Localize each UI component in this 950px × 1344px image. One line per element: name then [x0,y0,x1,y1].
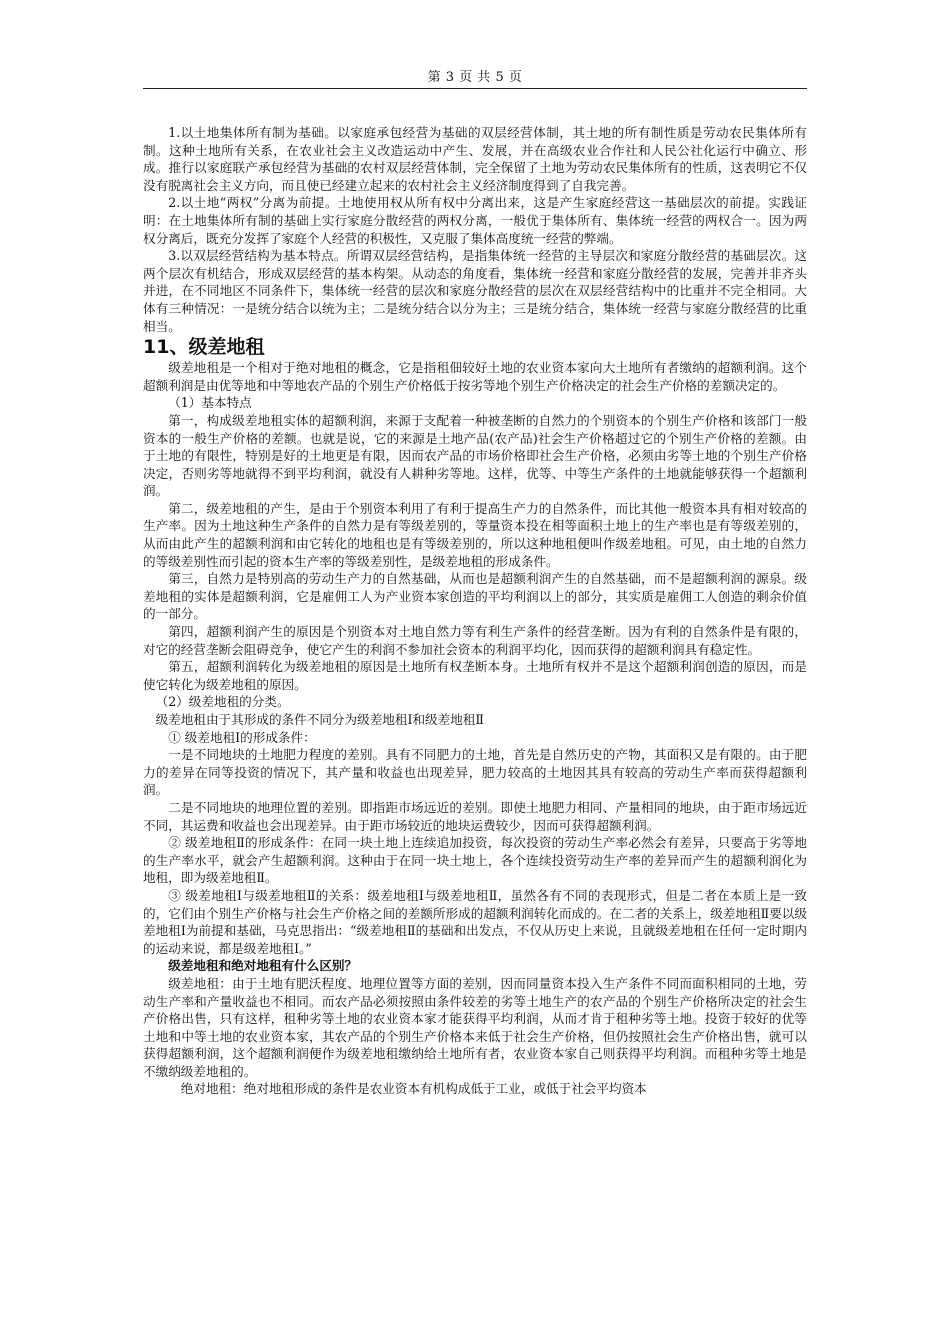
paragraph: 级差地租：由于土地有肥沃程度、地理位置等方面的差别，因而同量资本投入生产条件不同而面积相同的土地，劳动生产率和产量收益也不相同。而农产品必须按照由条件较差的劣等土地生产的农产品的个别生产价格所决定的社会生产价格出售，只有这样，租种劣等土地的农业资本家才能获得平均利润，从而才肯于租种劣等土地。投资于较好的优等土地和中等土地的农业资本家，其农产品的个别生产价格本来低于社会生产价格，但仍按照社会生产价格出售，就可以获得超额利润，这个超额利润便作为级差地租缴纳给土地所有者，农业资本家自己则获得平均利润。而租种劣等土地是不缴纳级差地租的。 [143,975,807,1079]
paragraph: 第三，自然力是特别高的劳动生产力的自然基础，从而也是超额利润产生的自然基础，而不是超额利润的源泉。级差地租的实体是超额利润，它是雇佣工人为产业资本家创造的平均利润以上的部分，其实质是雇佣工人创造的剩余价值的一部分。 [143,571,807,622]
subheading: （2）级差地租的分类。 [155,694,290,710]
paragraph: 二是不同地块的地理位置的差别。即指距市场远近的差别。即使土地肥力相同、产量相同的地块，由于距市场远近不同，其运费和收益也会出现差异。由于距市场较近的地块运费较少，因而可获得超额利润。 [143,799,807,833]
paragraph: 3.以双层经营结构为基本特点。所谓双层经营结构，是指集体统一经营的主导层次和家庭分散经营的基础层次。这两个层次有机结合，形成双层经营的基本构架。从动态的角度看，集体统一经营和家庭分散经营的发展，完善并非齐头并进，在不同地区不同条件下，集体统一经营的层次和家庭分散经营的层次在双层经营结构中的比重并不完全相同。大体有三种情况：一是统分结合以统为主；二是统分结合以分为主；三是统分结合，集体统一经营与家庭分散经营的比重相当。 [143,248,807,334]
paragraph: ② 级差地租Ⅱ的形成条件：在同一块土地上连续追加投资，每次投资的劳动生产率必然会有差异，只要高于劣等地的生产率水平，就会产生超额利润。这种由于在同一块土地上，各个连续投资劳动生产率的差异而产生的超额利润化为地租，即为级差地租Ⅱ。 [143,835,807,886]
page-indicator: 第 3 页 共 5 页 [427,70,523,85]
subheading: （1）基本特点 [168,395,252,411]
paragraph: 级差地租由于其形成的条件不同分为级差地租Ⅰ和级差地租Ⅱ [155,712,484,727]
paragraph: 绝对地租：绝对地租形成的条件是农业资本有机构成低于工业，或低于社会平均资本 [180,1081,647,1097]
document-body [143,124,807,1098]
question-heading: 级差地租和绝对地租有什么区别？ [168,958,358,974]
paragraph: 2.以土地“两权”分离为前提。土地使用权从所有权中分离出来，这是产生家庭经营这一基础层次的前提。实践证明：在土地集体所有制的基础上实行家庭分散经营的两权分离，一般优于集体所有、集体统一经营的两权合一。因为两权分离后，既充分发挥了家庭个人经营的积极性，又克服了集体高度统一经营的弊端。 [143,195,807,246]
paragraph: 第一，构成级差地租实体的超额利润，来源于支配着一种被垄断的自然力的个别资本的个别生产价格和该部门一般资本的一般生产价格的差额。也就是说，它的来源是土地产品(农产品)社会生产价格超过它的个别生产价格的差额。由于土地的有限性，特别是好的土地更是有限，因而农产品的市场价格即社会生产价格，必须由劣等土地的个别生产价格决定，否则劣等地就得不到平均利润，就没有人耕种劣等地。这样，优等、中等生产条件的土地就能够获得一个超额利润。 [143,412,807,499]
paragraph: ③ 级差地租Ⅰ与级差地租Ⅱ的关系：级差地租Ⅰ与级差地租Ⅱ，虽然各有不同的表现形式，但是二者在本质上是一致的，它们由个别生产价格与社会生产价格之间的差额所形成的超额利润转化而成的。在二者的关系上，级差地租Ⅱ要以级差地租Ⅰ为前提和基础，马克思指出：“级差地租Ⅱ的基础和出发点，不仅从历史上来说，且就级差地租在任何一定时期内的运动来说，都是级差地租Ⅰ。” [143,887,807,956]
subheading: ① 级差地租Ⅰ的形成条件： [168,729,316,745]
paragraph: 一是不同地块的土地肥力程度的差别。具有不同肥力的土地，首先是自然历史的产物，其面积又是有限的。由于肥力的差异在同等投资的情况下，其产量和收益也出现差异，肥力较高的土地因其具有较高的劳动生产率而获得超额利润。 [143,747,807,798]
paragraph: 第二，级差地租的产生，是由于个别资本利用了有利于提高生产力的自然条件，而比其他一般资本具有相对较高的生产率。因为土地这种生产条件的自然力是有等级差别的，等量资本投在相等面积土地上的生产率也是有等级差别的，从而由此产生的超额利润和由它转化的地租也是有等级差别的，所以这种地租便叫作级差地租。可见，由土地的自然力的等级差别性而引起的资本生产率的等级差别性，是级差地租的形成条件。 [143,500,807,569]
paragraph: 1.以土地集体所有制为基础。以家庭承包经营为基础的双层经营体制，其土地的所有制性质是劳动农民集体所有制。这种土地所有关系，在农业社会主义改造运动中产生、发展，并在高级农业合作社和人民公社化运行中确立、形成。推行以家庭联产承包经营为基础的农村双层经营体制，完全保留了土地为劳动农民集体所有的性质，这表明它不仅没有脱离社会主义方向，而且使已经建立起来的农村社会主义经济制度得到了自我完善。 [143,125,807,193]
header-rule [143,88,807,89]
section-heading: 11、级差地租 [143,336,265,359]
paragraph: 第五，超额利润转化为级差地租的原因是土地所有权垄断本身。土地所有权并不是这个超额利润创造的原因，而是使它转化为级差地租的原因。 [143,659,807,692]
paragraph: 级差地租是一个相对于绝对地租的概念，它是指租佃较好土地的农业资本家向大土地所有者缴纳的超额利润。这个超额利润是由优等地和中等地农产品的个别生产价格低于按劣等地个别生产价格决定的社会生产价格的差额决定的。 [143,360,807,393]
page-header [143,66,807,85]
paragraph: 第四，超额利润产生的原因是个别资本对土地自然力等有利生产条件的经营垄断。因为有利的自然条件是有限的，对它的经营垄断会阻碍竞争，使它产生的利润不参加社会资本的利润平均化，因而获得的超额利润具有稳定性。 [143,624,807,657]
